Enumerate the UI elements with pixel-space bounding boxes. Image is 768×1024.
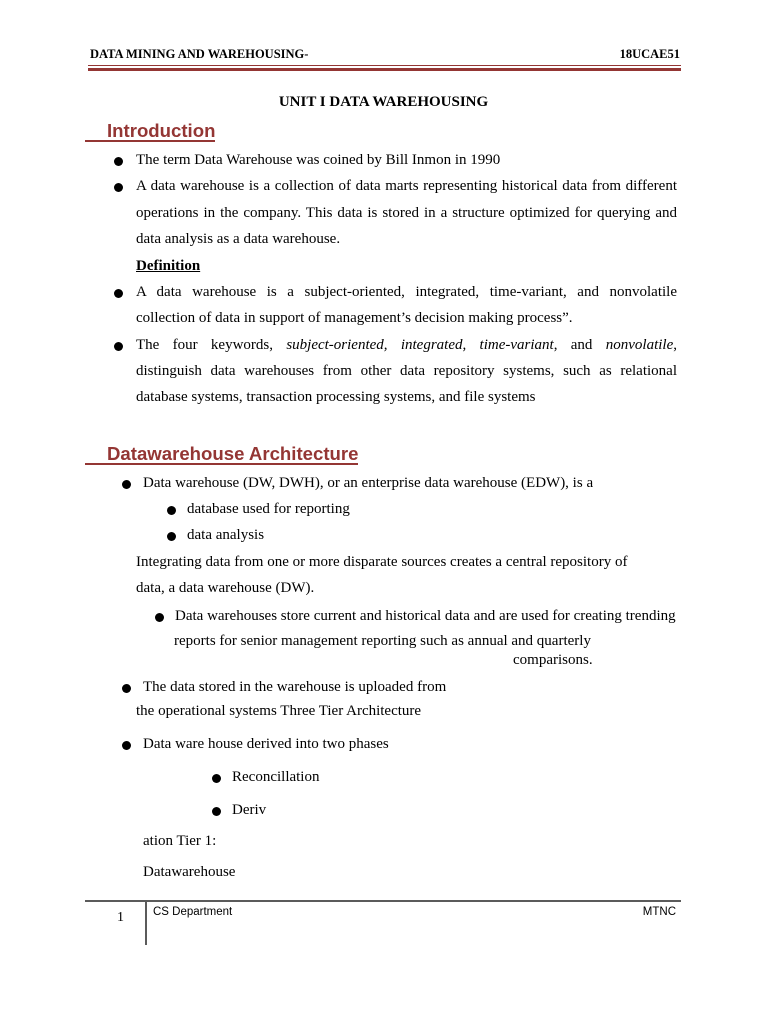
list-item-text: Data ware house derived into two phases — [143, 736, 389, 752]
italic-keywords: subject-oriented, integrated, time-variant — [286, 337, 554, 353]
architecture-heading: Datawarehouse Architecture — [85, 444, 358, 465]
footer-divider — [145, 900, 147, 945]
page-number: 1 — [117, 910, 124, 925]
bullet-icon — [155, 613, 164, 622]
paragraph-text: Integrating data from one or more disparate sources creates a central repository of — [136, 554, 628, 570]
list-item-text: distinguish data warehouses from other data repository systems, such as relational — [136, 363, 677, 379]
bullet-icon — [167, 532, 176, 541]
text-run: , and — [553, 337, 606, 353]
sub-list-item-text: Reconcillation — [232, 769, 320, 785]
bullet-icon — [122, 741, 131, 750]
list-item-text: A data warehouse is a subject-oriented, integrated, time-variant, and nonvolatile — [136, 284, 677, 300]
list-item-text: A data warehouse is a collection of data marts representing historical data from different — [136, 178, 677, 194]
sub-list-item-text: data analysis — [187, 527, 265, 543]
course-title: DATA MINING AND WAREHOUSING- — [90, 47, 309, 61]
bullet-icon — [212, 774, 221, 783]
list-item-text: collection of data in support of management’s decision making process”. — [136, 310, 573, 326]
definition-heading: Definition — [136, 258, 201, 274]
bullet-icon — [114, 183, 123, 192]
sub-list-item-text: database used for reporting — [187, 501, 350, 517]
bullet-icon — [114, 342, 123, 351]
list-item-text: Data warehouse (DW, DWH), or an enterprise data warehouse (EDW), is a — [143, 475, 594, 491]
unit-title: UNIT I DATA WAREHOUSING — [278, 94, 489, 110]
list-item-text — [136, 336, 677, 354]
bullet-icon — [122, 480, 131, 489]
list-item-text: comparisons. — [513, 652, 593, 668]
footer-rule — [85, 900, 681, 902]
paragraph-text: Datawarehouse — [143, 864, 236, 880]
list-item-text: reports for senior management reporting such as annual and quarterly — [174, 633, 591, 649]
course-code: 18UCAE51 — [619, 47, 680, 61]
paragraph-text: ation Tier 1: — [143, 833, 217, 849]
list-item-text: database systems, transaction processing systems, and file systems — [136, 389, 536, 405]
bullet-icon — [167, 506, 176, 515]
list-item-text: The data stored in the warehouse is uploaded from — [143, 679, 447, 695]
bullet-icon — [114, 289, 123, 298]
bullet-icon — [122, 684, 131, 693]
list-item-text: data analysis as a data warehouse. — [136, 231, 341, 247]
header-rule-thick — [88, 68, 681, 71]
header-rule-thin — [88, 65, 681, 66]
list-item-text: Data warehouses store current and historical data and are used for creating trending — [175, 608, 676, 624]
text-run: The four keywords, — [136, 337, 287, 353]
list-item-text: the operational systems Three Tier Architecture — [136, 703, 422, 719]
sub-list-item-text: Deriv — [232, 802, 267, 818]
footer-department: CS Department — [153, 906, 233, 918]
bullet-icon — [212, 807, 221, 816]
paragraph-text: data, a data warehouse (DW). — [136, 580, 315, 596]
list-item-text: operations in the company. This data is stored in a structure optimized for querying and — [136, 205, 677, 221]
text-run: , — [673, 337, 677, 353]
italic-keyword: nonvolatile — [605, 337, 674, 353]
bullet-icon — [114, 157, 123, 166]
list-item-text: The term Data Warehouse was coined by Bill Inmon in 1990 — [136, 152, 501, 168]
introduction-heading: Introduction — [85, 121, 215, 142]
footer-institution: MTNC — [642, 906, 676, 918]
